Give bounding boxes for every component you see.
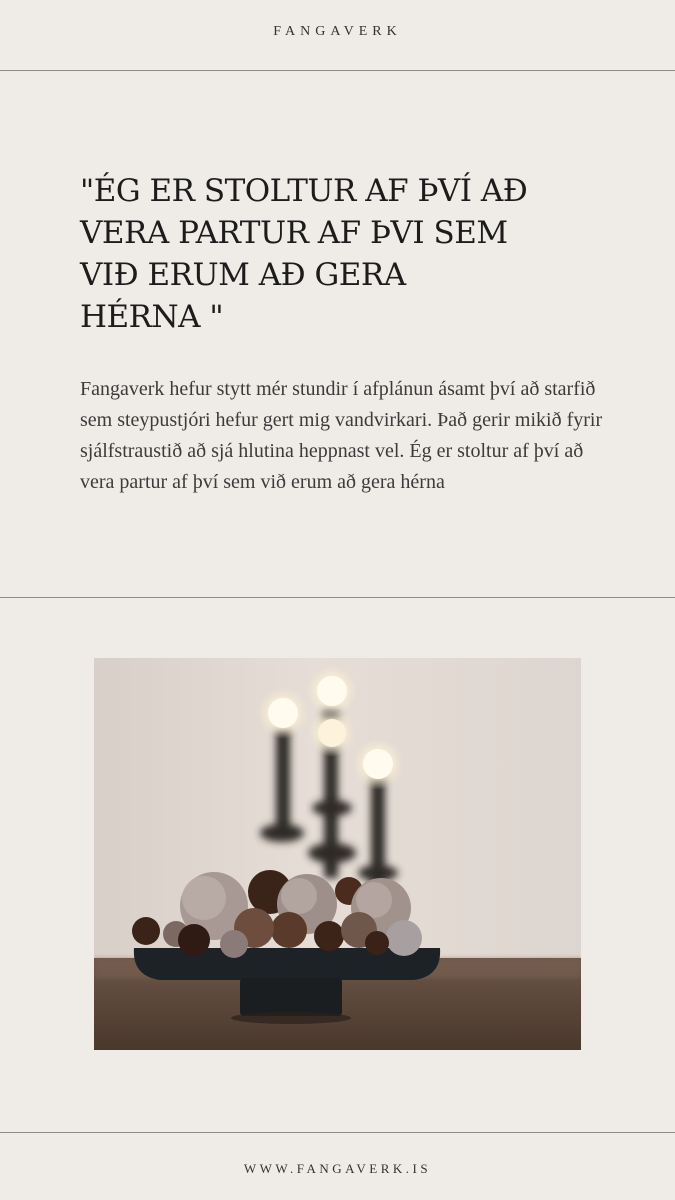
top-divider [0, 70, 675, 71]
bottom-divider [0, 1132, 675, 1133]
website-link[interactable]: WWW.FANGAVERK.IS [243, 1161, 432, 1176]
candles-and-treats-photo [94, 658, 581, 1050]
brand-name: FANGAVERK [273, 24, 402, 39]
quote-heading: "ÉG ER STOLTUR AF ÞVÍ AÐ VERA PARTUR AF ÞVI SEM VIÐ ERUM AÐ GERA HÉRNA " [80, 173, 528, 335]
middle-divider [0, 597, 675, 598]
testimonial-text: Fangaverk hefur stytt mér stundir í afplánun ásamt því að starfið sem steypustjóri hefur gert mig vandvirkari. Það gerir mikið fyrir sjálfstraustið að sjá hlutina heppnast vel. Ég er stoltur af því að vera partur af því sem við erum að gera hérna [80, 378, 603, 493]
